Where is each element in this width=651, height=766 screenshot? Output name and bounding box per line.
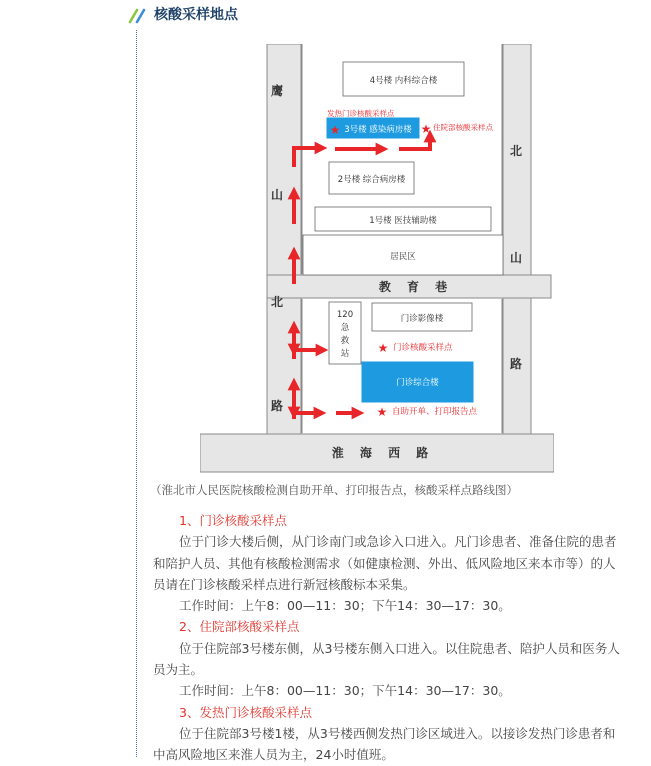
selfservice-star-icon: ★ bbox=[376, 405, 388, 419]
building-1-label: 1号楼 医技辅助楼 bbox=[369, 216, 437, 226]
section-2-body: 位于住院部3号楼东侧，从3号楼东侧入口进入。以住院患者、陪护人员和医务人员为主。 bbox=[153, 640, 620, 678]
bottom-road-label: 淮 海 西 路 bbox=[331, 446, 435, 460]
emergency-label-4: 站 bbox=[340, 349, 350, 359]
east-road-char-1: 北 bbox=[509, 144, 523, 158]
inpatient-star-icon: ★ bbox=[420, 122, 432, 136]
section-1-body: 位于门诊大楼后侧，从门诊南门或急诊入口进入。凡门诊患者、准备住院的患者和陪护人员、其他有核酸检测需求（如健康检测、外出、低风险地区来本市等）的人员请在门诊核酸采样点进行新冠核酸标本采集。 bbox=[153, 534, 617, 592]
west-road-char-4: 路 bbox=[270, 399, 284, 413]
inpatient-point-label: 住院部核酸采样点 bbox=[433, 123, 493, 132]
section-1-hours: 工作时间：上午8：00—11：30；下午14：30—17：30。 bbox=[179, 598, 511, 614]
route-map bbox=[200, 44, 554, 474]
building-4-label: 4号楼 内科综合楼 bbox=[369, 76, 438, 86]
imaging-label: 门诊影像楼 bbox=[400, 314, 444, 324]
emergency-label-1: 120 bbox=[336, 310, 354, 320]
outpatient-label: 门诊综合楼 bbox=[396, 378, 439, 388]
selfservice-point-label: 自助开单、打印报告点 bbox=[392, 407, 478, 417]
section-3-title: 3、发热门诊核酸采样点 bbox=[179, 704, 312, 720]
map-caption: （淮北市人民医院核酸检测自助开单、打印报告点，核酸采样点路线图） bbox=[150, 483, 518, 497]
building-3-label: 3号楼 感染病房楼 bbox=[344, 125, 412, 135]
fever-point-label: 发热门诊核酸采样点 bbox=[327, 109, 395, 118]
east-road-char-3: 路 bbox=[509, 357, 523, 371]
section-2-hours: 工作时间：上午8：00—11：30；下午14：30—17：30。 bbox=[179, 683, 511, 699]
section-1-title: 1、门诊核酸采样点 bbox=[179, 513, 287, 528]
west-road-char-1: 鹰 bbox=[270, 84, 284, 98]
middle-road-label: 教 育 巷 bbox=[378, 280, 454, 294]
emergency-label-3: 救 bbox=[340, 336, 350, 346]
section-heading: 核酸采样地点 bbox=[154, 7, 238, 23]
double-slash-icon bbox=[128, 8, 148, 24]
dotted-divider bbox=[136, 30, 137, 757]
emergency-label-2: 急 bbox=[340, 323, 350, 333]
outpatient-star-icon: ★ bbox=[377, 341, 389, 355]
residential-label: 居民区 bbox=[390, 252, 416, 262]
east-road-char-2: 山 bbox=[509, 251, 523, 265]
article-body bbox=[153, 510, 621, 766]
west-road-char-2: 山 bbox=[270, 188, 284, 202]
building-2-label: 2号楼 综合病房楼 bbox=[337, 175, 406, 185]
west-road-char-3: 北 bbox=[270, 295, 284, 309]
section-3-body: 位于住院部3号楼1楼，从3号楼西侧发热门诊区域进入。以接诊发热门诊患者和中高风险地区来淮人员为主，24小时值班。 bbox=[153, 725, 616, 763]
section-2-title: 2、住院部核酸采样点 bbox=[179, 619, 300, 635]
fever-star-icon: ★ bbox=[329, 123, 341, 137]
outpatient-point-label: 门诊核酸采样点 bbox=[393, 343, 453, 353]
